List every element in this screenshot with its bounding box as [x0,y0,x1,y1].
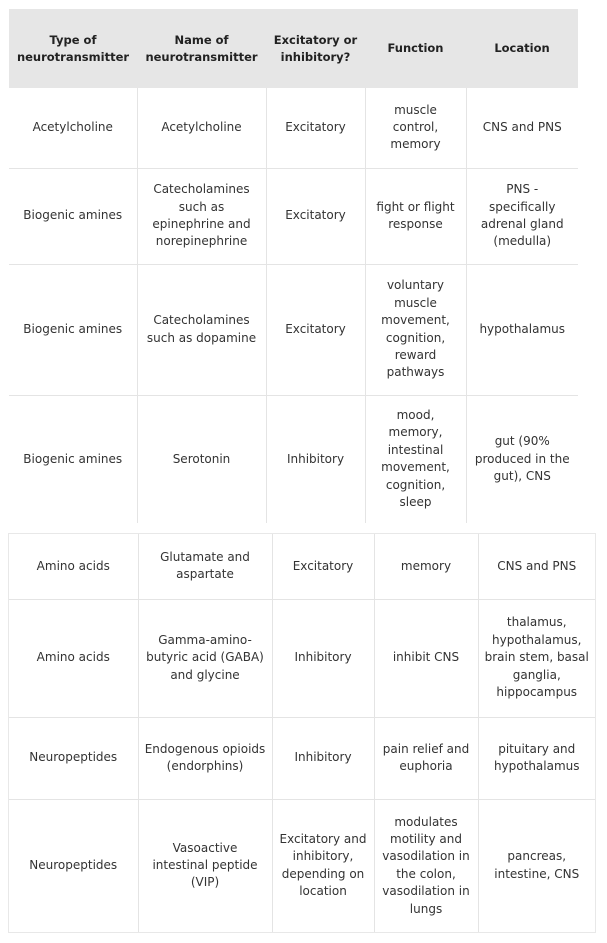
table-row [9,599,595,717]
cell-type: Biogenic amines [9,168,137,264]
cell-function: pain relief and euphoria [374,717,478,799]
cell-function: modulates motility and vasodilation in the colon, vasodilation in lungs [374,799,478,932]
cell-type: Acetylcholine [9,88,137,168]
cell-function: mood, memory, intestinal movement, cognition, sleep [365,395,466,523]
cell-name: Acetylcholine [137,88,266,168]
header-name: Name of neurotransmitter [145,32,258,64]
cell-location: CNS and PNS [478,534,595,599]
cell-function: voluntary muscle movement, cognition, reward pathways [365,264,466,395]
cell-excitatory: Excitatory and inhibitory, depending on location [272,799,374,932]
cell-type: Neuropeptides [9,799,138,932]
cell-location: PNS - specifically adrenal gland (medulla) [466,168,578,264]
cell-type: Neuropeptides [9,717,138,799]
cell-type: Amino acids [9,534,138,599]
neurotransmitter-table-top [9,9,578,523]
cell-location: CNS and PNS [466,88,578,168]
cell-type: Amino acids [9,599,138,717]
cell-location: gut (90% produced in the gut), CNS [474,434,570,483]
cell-excitatory: Inhibitory [266,395,365,523]
cell-location: pituitary and hypothalamus [478,717,595,799]
neurotransmitter-table-bottom [9,534,595,932]
cell-function: inhibit CNS [374,599,478,717]
cell-name: Gamma-amino-butyric acid (GABA) and glycine [138,599,272,717]
table-row [9,395,578,523]
cell-type: Biogenic amines [9,264,137,395]
table-row [9,264,578,395]
cell-excitatory: Excitatory [272,534,374,599]
cell-name: Endogenous opioids (endorphins) [138,717,272,799]
cell-location: thalamus, hypothalamus, brain stem, basal ganglia, hippocampus [478,599,595,717]
header-location: Location [494,41,550,55]
cell-name: Catecholamines such as epinephrine and norepinephrine [137,168,266,264]
cell-function: memory [374,534,478,599]
header-type: Type of neurotransmitter [16,32,130,64]
cell-excitatory: Inhibitory [272,717,374,799]
table-header-row [9,9,578,88]
header-excitatory: Excitatory or inhibitory? [273,32,358,64]
cell-name: Glutamate and aspartate [138,534,272,599]
cell-excitatory: Excitatory [266,264,365,395]
table-row [9,168,578,264]
cell-name: Vasoactive intestinal peptide (VIP) [138,799,272,932]
cell-excitatory: Excitatory [266,168,365,264]
cell-type: Biogenic amines [9,395,137,523]
cell-excitatory: Inhibitory [272,599,374,717]
cell-excitatory: Excitatory [266,88,365,168]
cell-name: Serotonin [137,395,266,523]
cell-function: fight or flight response [365,168,466,264]
header-function: Function [387,41,444,55]
table-row [9,534,595,599]
cell-location: hypothalamus [466,264,578,395]
cell-name: Catecholamines such as dopamine [137,264,266,395]
table-row [9,88,578,168]
table-row [9,717,595,799]
cell-location: pancreas, intestine, CNS [494,849,580,881]
cell-function: muscle control, memory [365,88,466,168]
table-row [9,799,595,932]
